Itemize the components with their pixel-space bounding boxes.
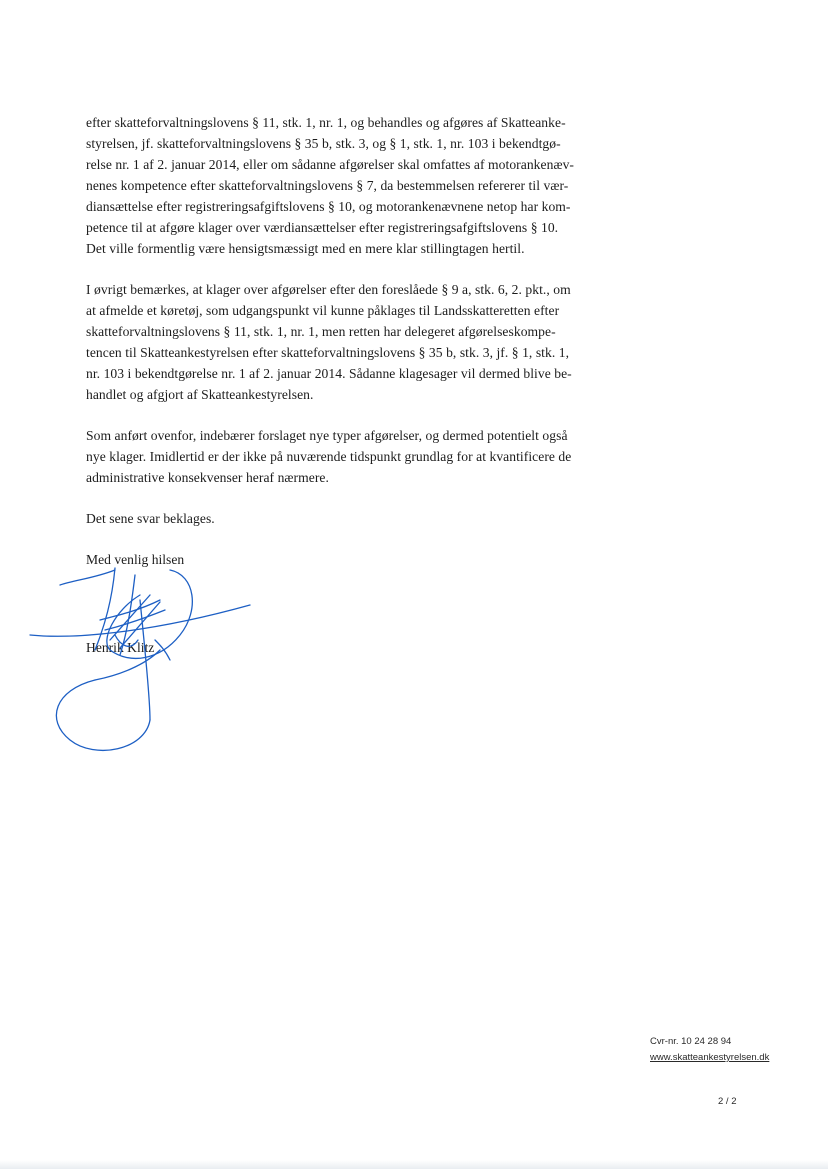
text-line: Det sene svar beklages. — [86, 511, 215, 526]
text-line: efter skatteforvaltningslovens § 11, stk. 1, nr. 1, og behandles og afgøres af Skatteanke- — [86, 115, 566, 130]
paragraph-2 — [86, 279, 621, 405]
handwritten-signature — [20, 540, 260, 770]
signer-name: Henrik Klitz — [86, 640, 155, 655]
text-line: skatteforvaltningslovens § 11, stk. 1, nr. 1, men retten har delegeret afgørelseskompe- — [86, 324, 556, 339]
text-line: Som anført ovenfor, indebærer forslaget nye typer afgørelser, og dermed potentielt også — [86, 428, 568, 443]
letter-body — [86, 112, 621, 549]
page-bottom-edge — [0, 1160, 828, 1169]
cvr-number: Cvr-nr. 10 24 28 94 — [650, 1036, 732, 1047]
text-line: administrative konsekvenser heraf nærmere. — [86, 470, 329, 485]
text-line: relse nr. 1 af 2. januar 2014, eller om sådanne afgørelser skal omfattes af motorankenæv- — [86, 157, 574, 172]
paragraph-4 — [86, 508, 621, 529]
text-line: tencen til Skatteankestyrelsen efter skatteforvaltningslovens § 35 b, stk. 3, jf. § 1, stk. 1, — [86, 345, 570, 360]
text-line: Det ville formentlig være hensigtsmæssigt med en mere klar stillingtagen hertil. — [86, 241, 525, 256]
footer-info — [650, 1034, 769, 1066]
text-line: styrelsen, jf. skatteforvaltningslovens § 35 b, stk. 3, og § 1, stk. 1, nr. 103 i bekendtgø- — [86, 136, 561, 151]
page-number: 2 / 2 — [718, 1096, 737, 1107]
text-line: petence til at afgøre klager over værdiansættelser efter registreringsafgiftslovens § 10. — [86, 220, 559, 235]
paragraph-3 — [86, 425, 621, 488]
text-line: nye klager. Imidlertid er der ikke på nuværende tidspunkt grundlag for at kvantificere de — [86, 449, 572, 464]
text-line: at afmelde et køretøj, som udgangspunkt vil kunne påklages til Landsskatteretten efter — [86, 303, 560, 318]
text-line: diansættelse efter registreringsafgiftslovens § 10, og motorankenævnene netop har kom- — [86, 199, 571, 214]
text-line: handlet og afgjort af Skatteankestyrelsen. — [86, 387, 314, 402]
text-line: nenes kompetence efter skatteforvaltningslovens § 7, da bestemmelsen refererer til vær- — [86, 178, 569, 193]
text-line: nr. 103 i bekendtgørelse nr. 1 af 2. januar 2014. Sådanne klagesager vil dermed blive be- — [86, 366, 572, 381]
paragraph-1 — [86, 112, 621, 259]
closing-salutation: Med venlig hilsen — [86, 552, 185, 567]
website-link[interactable]: www.skatteankestyrelsen.dk — [650, 1052, 770, 1063]
text-line: I øvrigt bemærkes, at klager over afgørelser efter den foreslåede § 9 a, stk. 6, 2. pkt., om — [86, 282, 571, 297]
